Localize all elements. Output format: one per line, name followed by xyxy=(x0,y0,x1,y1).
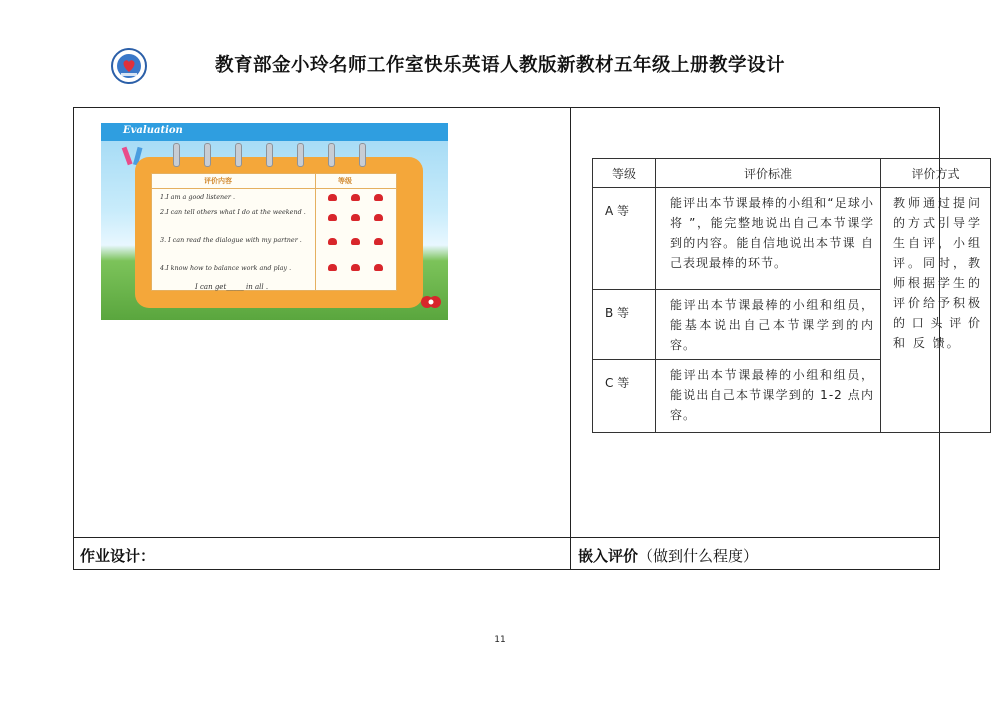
sheet-item: 1.I am a good listener . xyxy=(160,193,236,201)
criteria-cell: 能评出本节课最棒的小组和组员，能基本说出自己本节课学到的内容。 xyxy=(656,290,881,360)
heart-icon xyxy=(374,264,383,271)
sheet-col-grade: 等级 xyxy=(338,177,352,185)
slide-heading: Evaluation xyxy=(123,125,183,136)
header-method: 评价方式 xyxy=(881,159,991,188)
homework-label: 作业设计： xyxy=(80,547,156,565)
binder-ring xyxy=(297,143,304,167)
sheet-separator xyxy=(315,174,316,290)
header-criteria: 评价标准 xyxy=(656,159,881,188)
sheet-item: 3. I can read the dialogue with my partner . xyxy=(160,236,302,244)
sheet-header xyxy=(152,174,396,189)
heart-icon xyxy=(374,238,383,245)
page-number: 11 xyxy=(494,635,506,645)
method-cell: 教师通过提问的方式引导学生自评，小组评。同时，教师根据学生的评价给予积极的口头评价 和 反 馈。 xyxy=(881,188,991,433)
column-divider xyxy=(570,107,571,570)
table-row xyxy=(593,188,991,290)
embedded-eval-note: （做到什么程度） xyxy=(638,547,759,565)
heart-icon xyxy=(328,264,337,271)
heart-icon xyxy=(374,214,383,221)
slide-summary: I can get_____ in all . xyxy=(195,283,269,291)
binder-ring xyxy=(204,143,211,167)
heart-icon xyxy=(374,194,383,201)
evaluation-slide-image xyxy=(101,123,448,320)
heart-icon xyxy=(351,194,360,201)
grade-cell: B 等 xyxy=(593,290,656,360)
binder-ring xyxy=(359,143,366,167)
binder-ring xyxy=(173,143,180,167)
grade-cell: C 等 xyxy=(593,360,656,433)
sheet-item: 4.I know how to balance work and play . xyxy=(160,264,292,272)
sheet-col-content: 评价内容 xyxy=(204,177,232,185)
flower-icon xyxy=(419,293,443,313)
header-grade: 等级 xyxy=(593,159,656,188)
grade-cell: A 等 xyxy=(593,188,656,290)
table-header-row xyxy=(593,159,991,188)
heart-icon xyxy=(351,214,360,221)
sheet-item: 2.I can tell others what I do at the weekend . xyxy=(160,208,306,216)
page-title: 教育部金小玲名师工作室快乐英语人教版新教材五年级上册教学设计 xyxy=(214,55,785,76)
row-divider xyxy=(73,537,940,538)
criteria-cell: 能评出本节课最棒的小组和“足球小将 ”，能完整地说出自己本节课学到的内容。能自信地说出本节课 自 己表现最棒的环节。 xyxy=(656,188,881,290)
binder-ring xyxy=(235,143,242,167)
heart-icon xyxy=(328,238,337,245)
heart-icon xyxy=(328,214,337,221)
heart-icon xyxy=(351,264,360,271)
embedded-eval-bold: 嵌入评价 xyxy=(578,547,639,565)
binder-ring xyxy=(266,143,273,167)
heart-icon xyxy=(351,238,360,245)
criteria-cell: 能评出本节课最棒的小组和组员，能说出自己本节课学到的 1-2 点内容。 xyxy=(656,360,881,433)
binder-ring xyxy=(328,143,335,167)
school-logo xyxy=(111,48,147,84)
embedded-eval-label xyxy=(578,545,758,566)
evaluation-table xyxy=(592,158,991,433)
heart-icon xyxy=(328,194,337,201)
evaluation-sheet xyxy=(151,173,397,291)
